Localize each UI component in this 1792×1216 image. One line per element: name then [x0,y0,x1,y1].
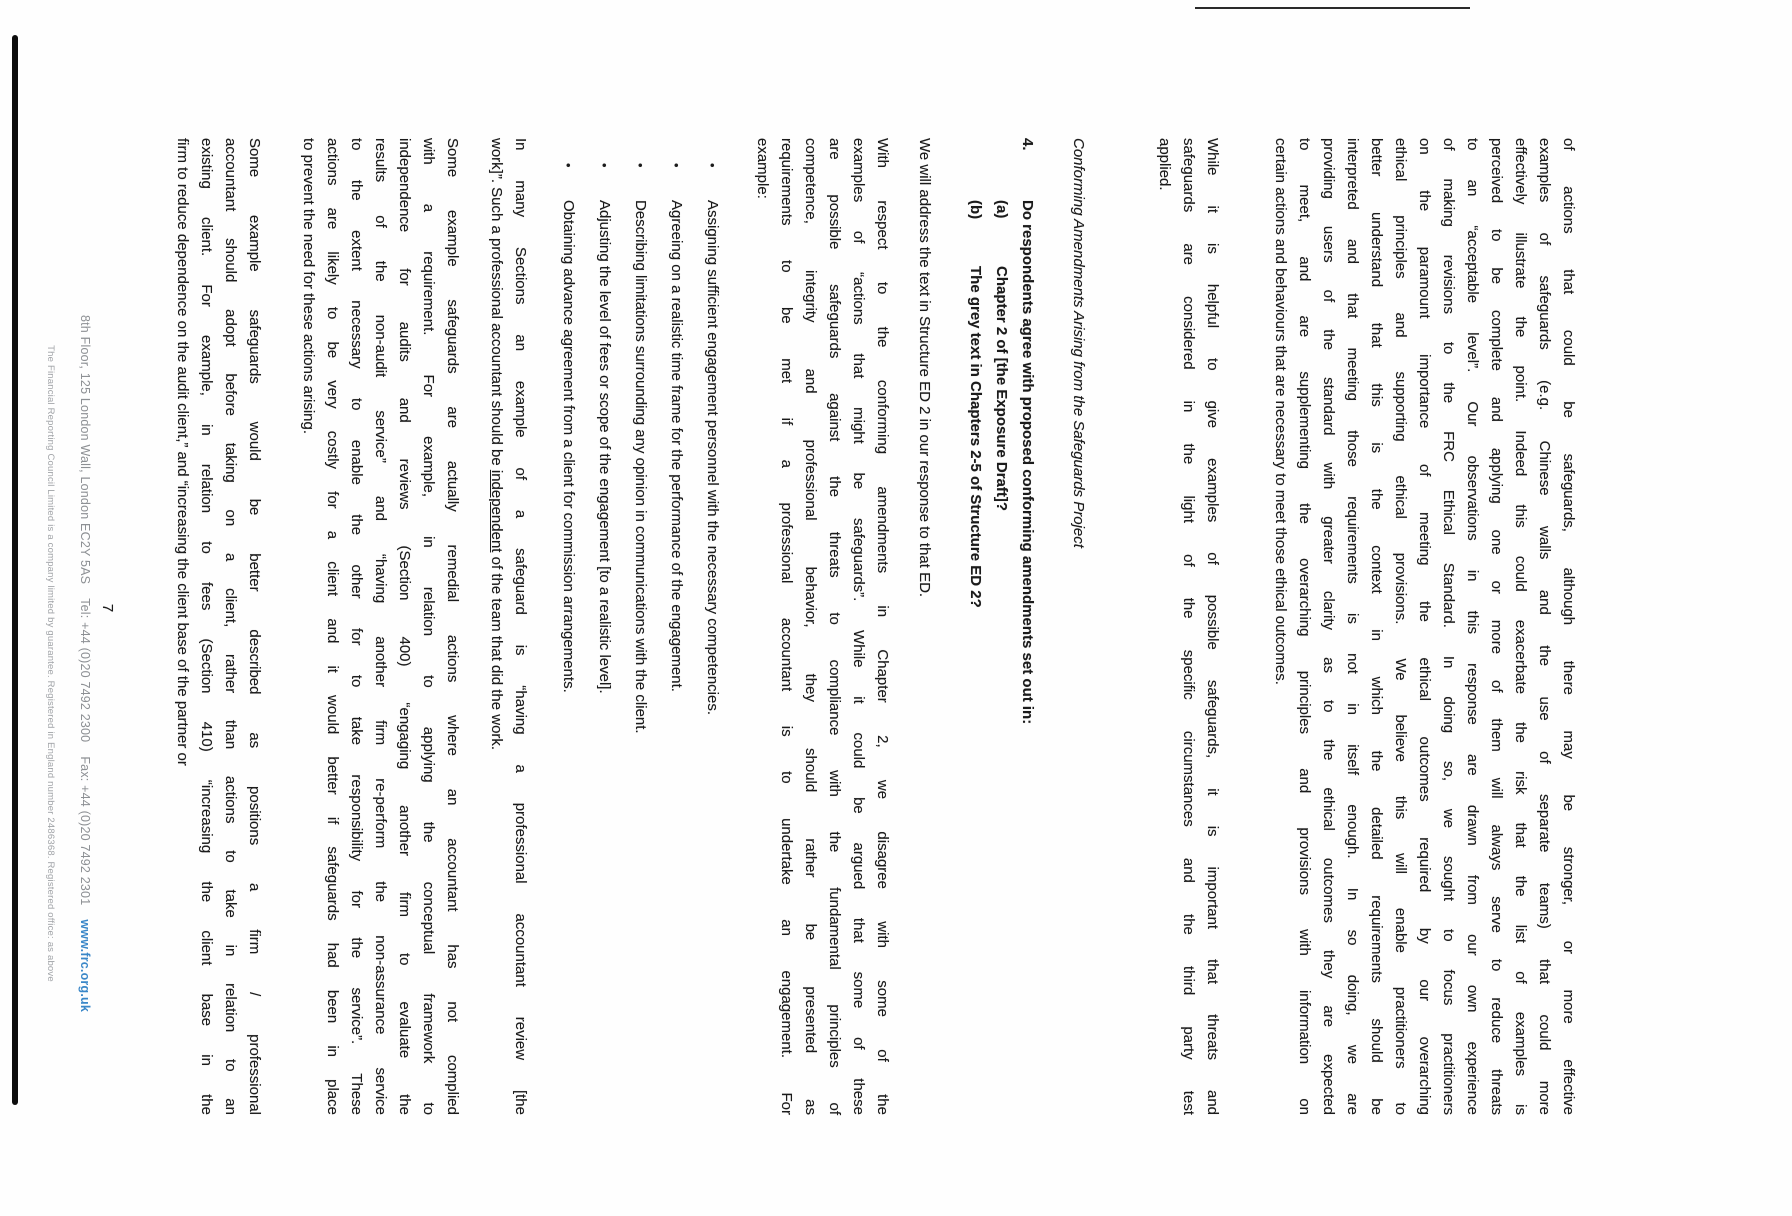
paragraph-line: Some example safeguards would be better described as positions a firm / professional [246,138,263,1115]
paragraph-line: existing client. For example, in relation to fees (Section 410) “increasing the client base in the [198,138,215,1115]
paragraph-line: examples of “actions that might be safeguards”. While it could be argued that some of these [850,138,867,1115]
list-item [700,138,724,1115]
paragraph-line: to prevent the need for these actions arising. [300,138,317,435]
question-4-main [1014,138,1040,1115]
paragraph-line: interpreted and that meeting those requirements is not in itself enough. In so doing, we are [1344,138,1361,1115]
paragraph-line: competence, integrity and professional behavior, they should rather be presented as [802,138,819,1115]
question-text: Do respondents agree with proposed conforming amendments set out in: [1019,200,1036,725]
paragraph-line: of making revisions to the FRC Ethical Standard. In doing so, we sought to focus practitioners [1440,138,1457,1115]
paragraph-conforming-amendments [750,138,894,1115]
paragraph-line: effectively illustrate the point. Indeed this could exacerbate the risk that the list of examples is [1512,138,1529,1115]
paragraph-remedial-actions [296,138,464,1115]
paragraph-independent-review [484,138,532,1115]
paragraph-line: providing users of the standard with greater clarity as to the ethical outcomes they are expected [1320,138,1337,1115]
question-4b-text: The grey text in Chapters 2-5 of Structure ED 2? [967,266,984,608]
bullet-icon: • [597,163,612,168]
question-4b [962,200,988,1115]
list-item [628,138,652,1115]
question-number: 4. [1019,138,1036,151]
paragraph-line: Some example safeguards are actually remedial actions where an accountant has not complied [444,138,461,1115]
paragraph-safeguard-examples [1268,138,1580,1115]
paragraph-line: example: [754,138,771,199]
frc-website-link[interactable]: www.frc.org.uk [78,919,92,1012]
bullet-text: Agreeing on a realistic time frame for the performance of the engagement. [668,200,685,692]
list-item [664,138,688,1115]
paragraph-positions-before-client [170,138,266,1115]
bullet-icon: • [669,163,684,168]
question-4-block [962,138,1040,1115]
paragraph-line: better understand that this is the context in which the detailed requirements should be [1368,138,1385,1115]
footer-fax: Fax: +44 (0)20 7492 2301 [78,756,92,906]
paragraph-line: independence for audits and reviews (Section 400) “engaging another firm to evaluate the [396,138,413,1115]
bullet-list [556,138,724,1115]
question-4a-text: Chapter 2 of [the Exposure Draft]? [993,266,1010,512]
paragraph-line: accountant should adopt before taking on a client, rather than actions to take in relation to an [222,138,239,1115]
page-number: 7 [99,603,116,613]
question-4a-label: (a) [993,200,1010,219]
scan-artifact-bottom-edge [12,35,18,1105]
paragraph-line: perceived to be complete and applying one or more of them will always serve to reduce threats [1488,138,1505,1115]
list-item [556,138,580,1115]
section-heading: Conforming Amendments Arising from the Safeguards Project [1070,138,1087,548]
footer-tel: Tel: +44 (0)20 7492 2300 [78,598,92,743]
footer-address-line [78,175,92,1152]
paragraph-line: to an “acceptable level”. Our observations in this response are drawn from our own experience [1464,138,1481,1115]
bullet-text: Assigning sufficient engagement personnel with the necessary competencies. [704,200,721,716]
paragraph-line: examples of safeguards (e.g. Chinese walls and the use of separate teams) that could more [1536,138,1553,1115]
bullet-text: Obtaining advance agreement from a client for commission arrangements. [560,200,577,693]
paragraph-structure-ed2: We will address the text in Structure ED 2 in our response to that ED. [916,138,933,598]
paragraph-line: results of the non-audit service” and “having another firm re-perform the non-assurance service [372,138,389,1115]
paragraph-line: to meet, and are supplementing the overarching principles and provisions with information on [1296,138,1313,1115]
paragraph-line: to the extent necessary to enable the other for to take responsibility for the service”. These [348,138,365,1115]
question-4a [988,200,1014,1115]
paragraph-line: actions are likely to be very costly for a client and it would better if safeguards had been in place [324,138,341,1115]
paragraph-third-party-test [1152,138,1224,1115]
paragraph-line: ethical principles and supporting ethical provisions. We believe this will enable practitioners to [1392,138,1409,1115]
footer-address: 8th Floor, 125 London Wall, London EC2Y 5AS [78,314,92,585]
document-body [170,138,1580,1115]
underlined-word: independent [488,469,505,553]
paragraph-line: certain actions and behaviours that are necessary to meet those ethical outcomes. [1272,138,1289,685]
bullet-text: Describing limitations surrounding any opinion in communications with the client. [632,200,649,734]
bullet-icon: • [705,163,720,168]
footer-small-print: The Financial Reporting Council Limited is a company limited by guarantee. Registered in England number 2486368. Registered office: as above [45,345,56,982]
paragraph-line: requirements to be met if a professional accountant is to undertake an engagement. For [778,138,795,1115]
paragraph-line: on the paramount importance of meeting the ethical outcomes required by our overarching [1416,138,1433,1115]
bullet-icon: • [633,163,648,168]
scan-artifact-left-edge [1195,7,1470,9]
paragraph-line: With respect to the conforming amendments in Chapter 2, we disagree with some of the [874,138,891,1115]
paragraph-line: work]”. Such a professional accountant should be independent of the team that did the work. [488,138,505,751]
bullet-icon: • [561,163,576,168]
question-4b-label: (b) [967,200,984,220]
paragraph-line: with a requirement. For example, in relation to applying the conceptual framework to [420,138,437,1115]
paragraph-line: of actions that could be safeguards, although there may be stronger, or more effective [1560,138,1577,1115]
paragraph-line: safeguards are considered in the light of the specific circumstances and the third party test [1180,138,1197,1115]
paragraph-line: In many Sections an example of a safeguard is “having a professional accountant review [the [512,138,529,1115]
paragraph-line: firm to reduce dependence on the audit client,” and “increasing the client base of the partner or [174,138,191,766]
paragraph-line: While it is helpful to give examples of possible safeguards, it is important that threats and [1204,138,1221,1115]
paragraph-line: are possible safeguards against the threats to compliance with the fundamental principles of [826,138,843,1115]
bullet-text: Adjusting the level of fees or scope of the engagement [to a realistic level]. [596,200,613,694]
list-item [592,138,616,1115]
paragraph-line: applied. [1156,138,1173,191]
